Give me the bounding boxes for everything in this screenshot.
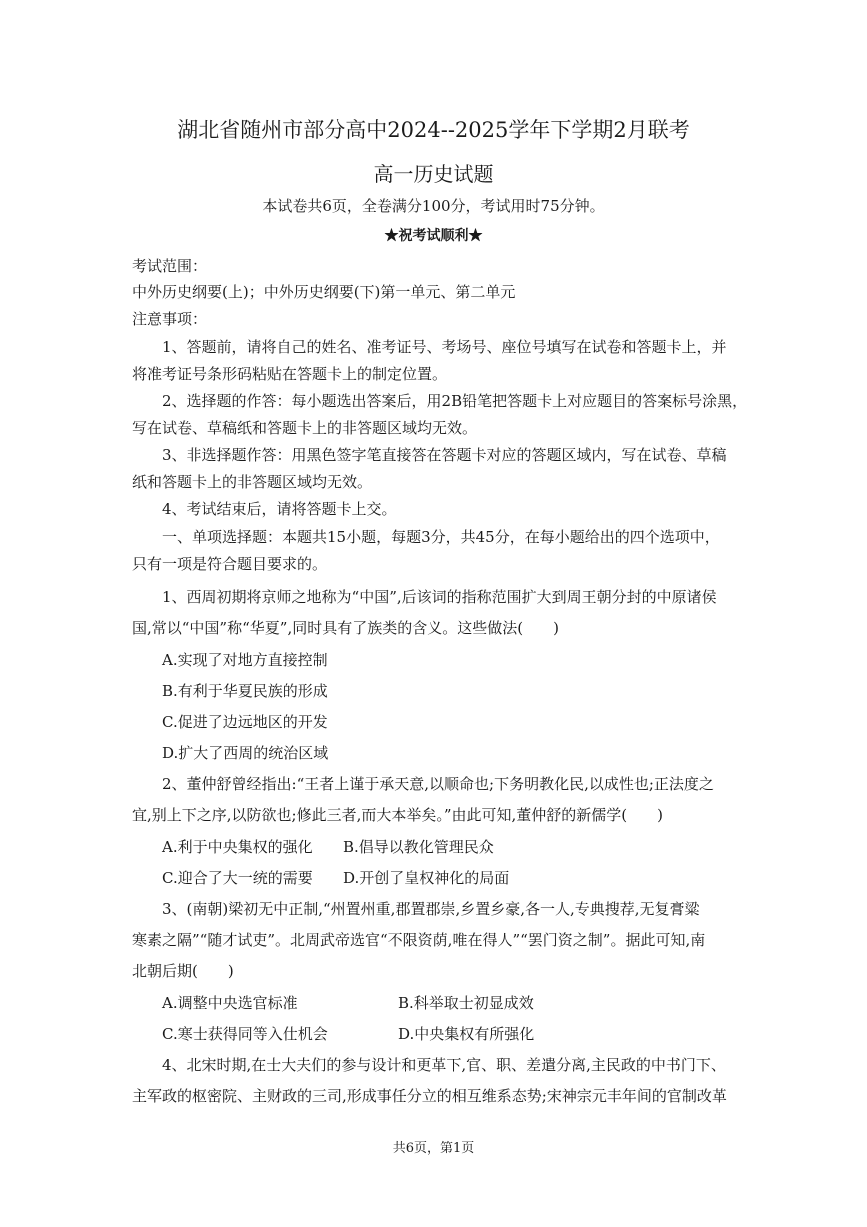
q1-option-a: A.实现了对地方直接控制: [162, 651, 328, 669]
q2-stem-line-2: 宜,别上下之序,以防欲也;修此三者,而大本举矣。”由此可知,董仲舒的新儒学( ): [132, 806, 664, 824]
scope-content: 中外历史纲要(上)；中外历史纲要(下)第一单元、第二单元: [132, 283, 516, 301]
subject-title: 高一历史试题: [373, 162, 494, 186]
note-3-line-1: 3、非选择题作答：用黑色签字笔直接答在答题卡对应的答题区域内，写在试卷、草稿: [162, 446, 727, 464]
scope-label: 考试范围：: [132, 257, 208, 275]
q3-stem-line-1: 3、(南朝)梁初无中正制,“州置州重,郡置郡崇,乡置乡豪,各一人,专典搜荐,无复膏粱: [162, 900, 700, 918]
q1-stem-line-2: 国,常以“中国”称“华夏”,同时具有了族类的含义。这些做法( ): [132, 619, 559, 637]
note-1-line-2: 将准考证号条形码粘贴在答题卡上的制定位置。: [132, 365, 448, 383]
note-2-line-2: 写在试卷、草稿纸和答题卡上的非答题区域均无效。: [132, 419, 478, 437]
q4-stem-line-1: 4、北宋时期,在士大夫们的参与设计和更革下,官、职、差遣分离,主民政的中书门下、: [162, 1056, 726, 1074]
section-intro-line-2: 只有一项是符合题目要求的。: [132, 555, 328, 573]
q3-stem-line-3: 北朝后期( ): [132, 962, 234, 980]
q3-option-d: D.中央集权有所强化: [398, 1025, 535, 1043]
page-footer: 共6页，第1页: [392, 1141, 475, 1156]
notes-label: 注意事项：: [132, 310, 208, 328]
q1-option-b: B.有利于华夏民族的形成: [162, 682, 328, 700]
q3-option-b: B.科举取士初显成效: [398, 994, 534, 1012]
note-4: 4、考试结束后，请将答题卡上交。: [162, 500, 397, 518]
q2-stem-line-1: 2、董仲舒曾经指出:“王者上谨于承天意,以顺命也;下务明教化民,以成性也;正法度之: [162, 775, 714, 793]
q1-stem-line-1: 1、西周初期将京师之地称为“中国”,后该词的指称范围扩大到周王朝分封的中原诸侯: [162, 588, 717, 606]
q4-stem-line-2: 主军政的枢密院、主财政的三司,形成事任分立的相互维系态势;宋神宗元丰年间的官制改革: [132, 1087, 727, 1105]
q1-option-c: C.促进了边远地区的开发: [162, 713, 328, 731]
q3-stem-line-2: 寒素之隔”“随才试吏”。北周武帝选官“不限资荫,唯在得人”“罢门资之制”。据此可知,南: [132, 931, 706, 949]
q3-option-a: A.调整中央选官标准: [162, 994, 298, 1012]
exam-title: 湖北省随州市部分高中2024--2025学年下学期2月联考: [177, 118, 690, 142]
note-3-line-2: 纸和答题卡上的非答题区域均无效。: [132, 473, 373, 491]
note-1-line-1: 1、答题前，请将自己的姓名、准考证号、考场号、座位号填写在试卷和答题卡上，并: [162, 338, 727, 356]
good-luck-banner: ★祝考试顺利★: [384, 228, 483, 244]
q2-option-c: C.迎合了大一统的需要: [162, 869, 313, 887]
note-2-line-1: 2、选择题的作答：每小题选出答案后，用2B铅笔把答题卡上对应题目的答案标号涂黑，: [162, 392, 748, 410]
q1-option-d: D.扩大了西周的统治区域: [162, 744, 329, 762]
q2-option-b: B.倡导以教化管理民众: [343, 838, 494, 856]
q3-option-c: C.寒士获得同等入仕机会: [162, 1025, 328, 1043]
section-intro-line-1: 一、单项选择题：本题共15小题，每题3分，共45分，在每小题给出的四个选项中，: [162, 528, 720, 546]
q2-option-d: D.开创了皇权神化的局面: [343, 869, 510, 887]
q2-option-a: A.利于中央集权的强化: [162, 838, 313, 856]
exam-info: 本试卷共6页，全卷满分100分，考试用时75分钟。: [262, 197, 605, 215]
